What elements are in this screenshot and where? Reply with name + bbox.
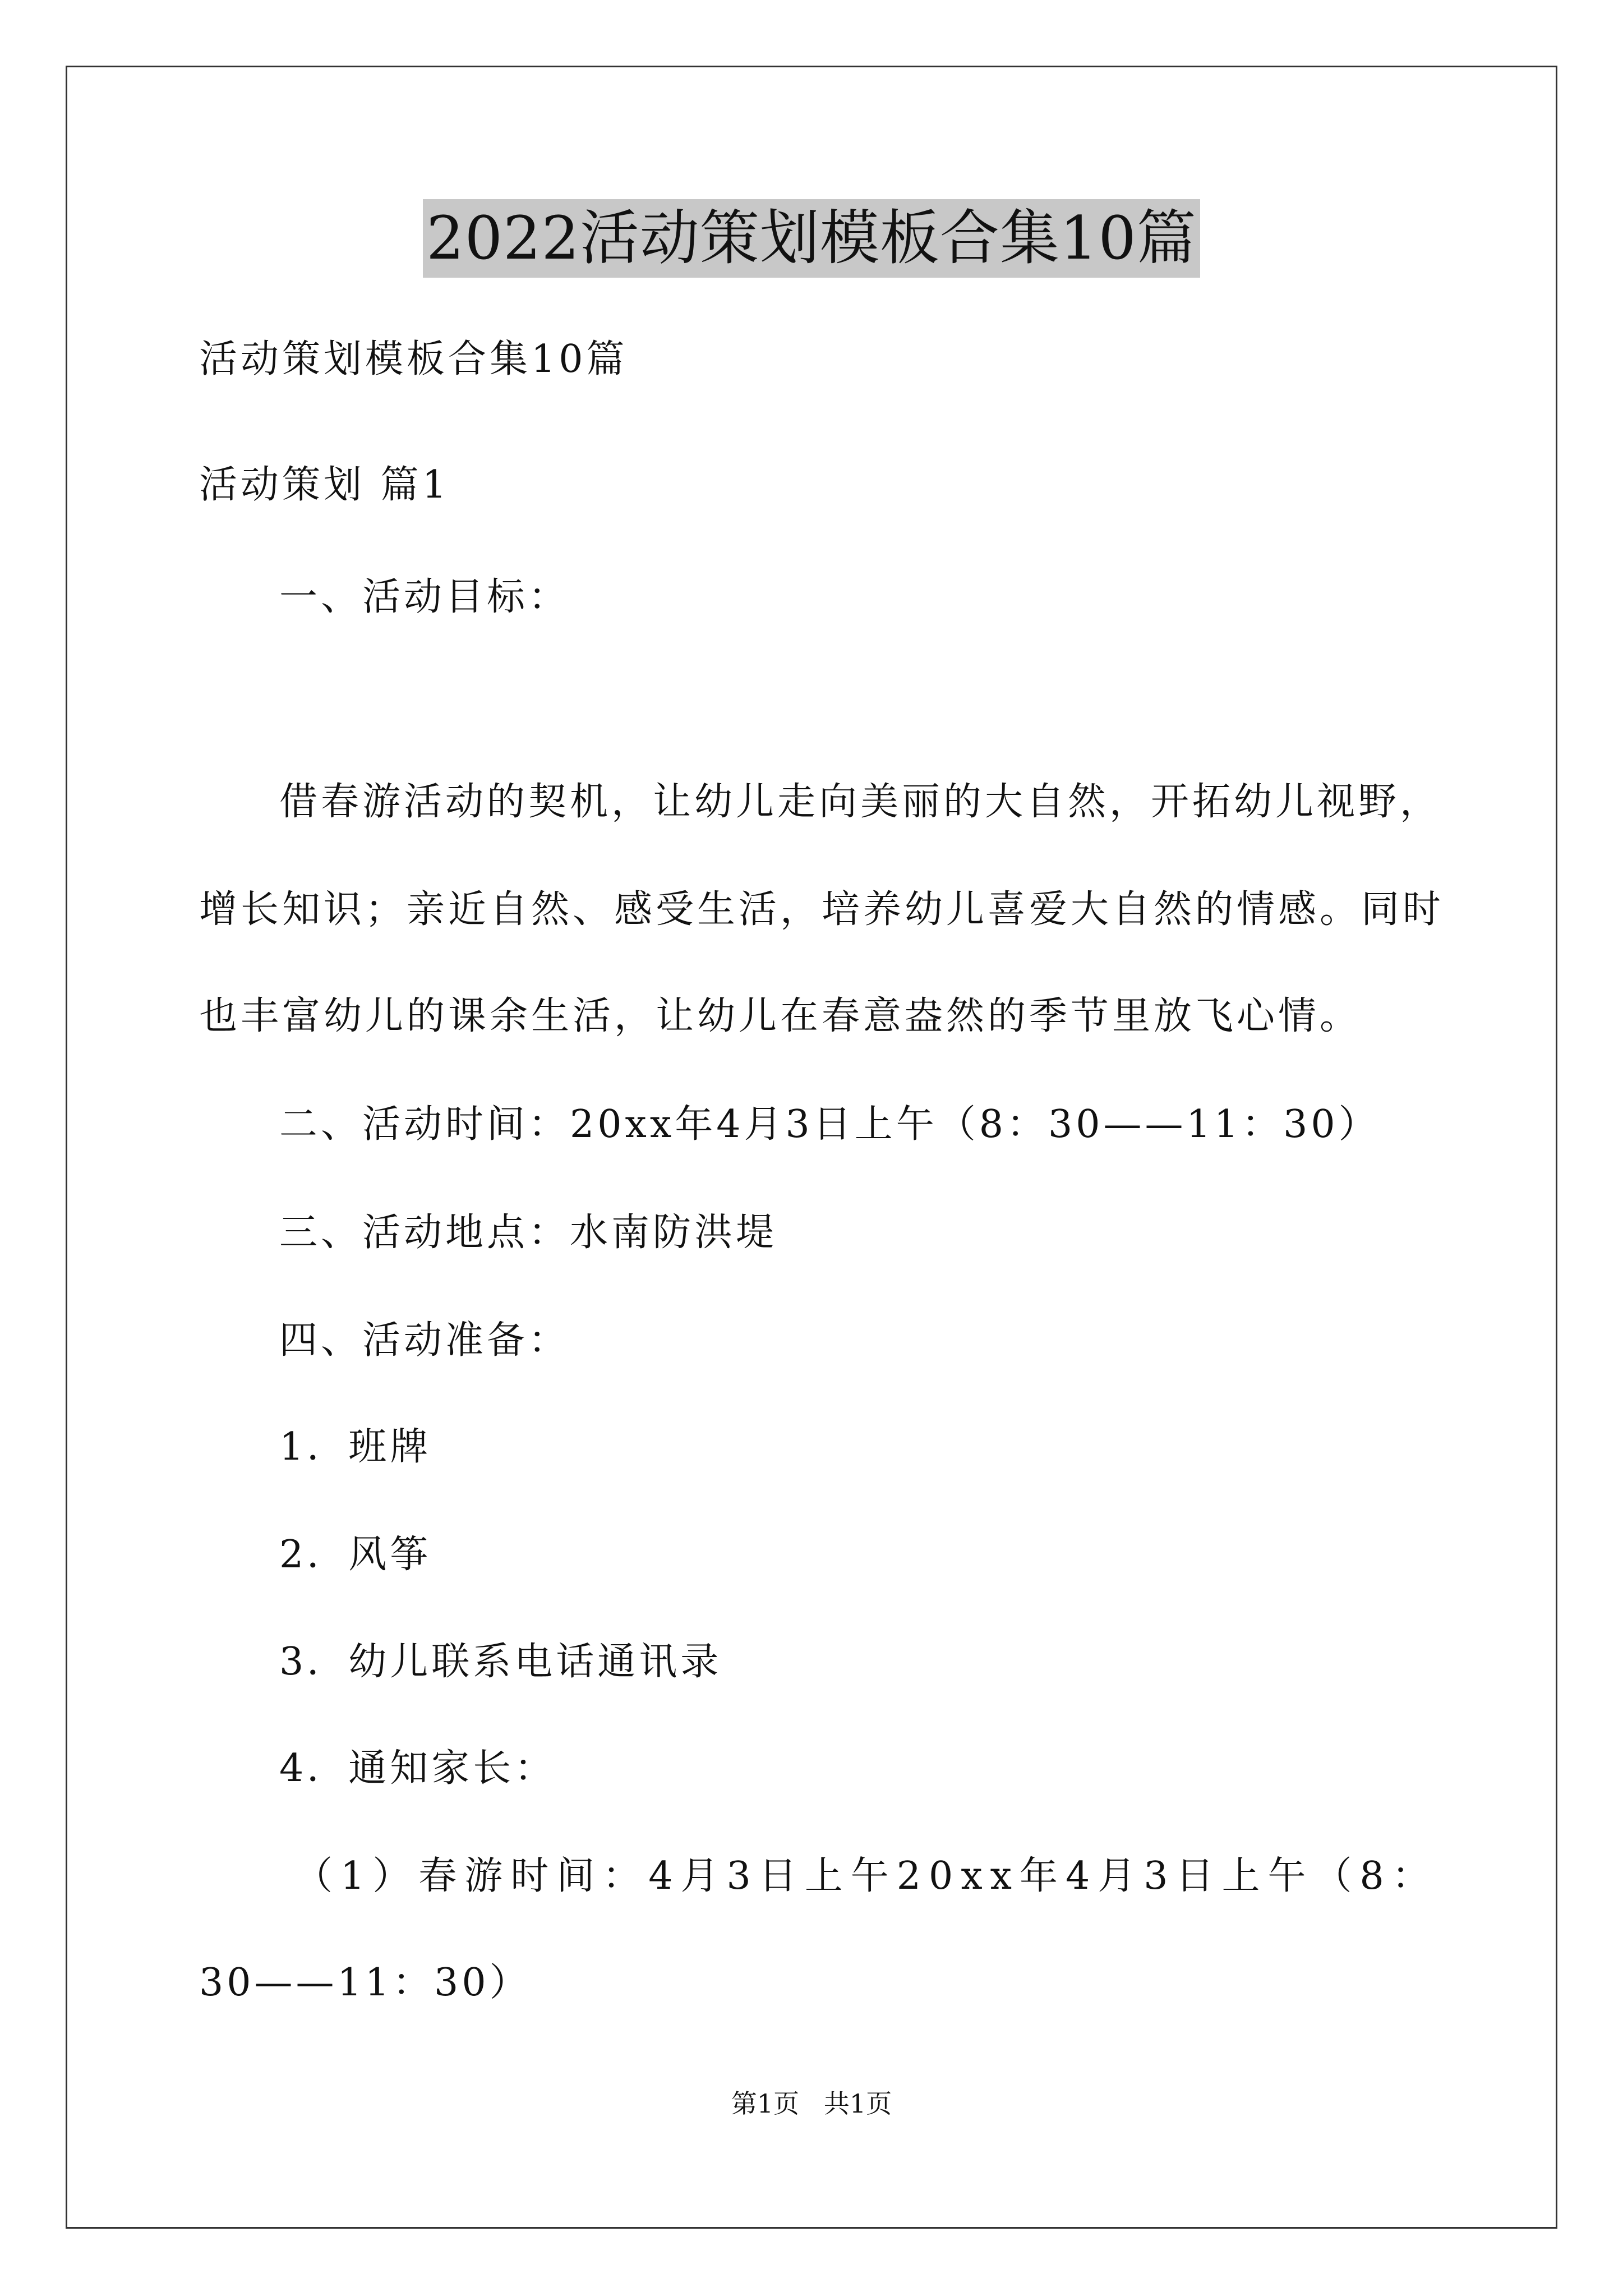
document-title: 2022活动策划模板合集10篇 (423, 199, 1200, 278)
document-subtitle: 活动策划模板合集10篇 (199, 337, 628, 381)
paragraph-line: 借春游活动的契机，让幼儿走向美丽的大自然，开拓幼儿视野， (279, 780, 1442, 824)
paragraph-line: 二、活动时间：20xx年4月3日上午（8：30——11：30） (279, 1102, 1380, 1147)
paragraph-line: 也丰富幼儿的课余生活，让幼儿在春意盎然的季节里放飞心情。 (199, 994, 1362, 1038)
title-container (0, 199, 1623, 278)
paragraph-line: 30——11：30） (199, 1961, 531, 2005)
paragraph-line: 四、活动准备： (279, 1318, 570, 1363)
paragraph-line: 增长知识；亲近自然、感受生活，培养幼儿喜爱大自然的情感。同时 (199, 887, 1445, 932)
paragraph-line: 一、活动目标： (279, 575, 570, 619)
paragraph-line: （1）春游时间：4月3日上午20xx年4月3日上午（8： (294, 1854, 1438, 1898)
list-item: 2．风筝 (279, 1533, 432, 1577)
list-item: 3．幼儿联系电话通讯录 (279, 1640, 722, 1684)
paragraph-line: 三、活动地点：水南防洪堤 (279, 1211, 778, 1255)
list-item: 4．通知家长： (279, 1746, 556, 1791)
list-item: 1．班牌 (279, 1425, 432, 1469)
section-heading: 活动策划 篇1 (199, 463, 450, 507)
page-footer: 第1页 共1页 (731, 2088, 892, 2119)
